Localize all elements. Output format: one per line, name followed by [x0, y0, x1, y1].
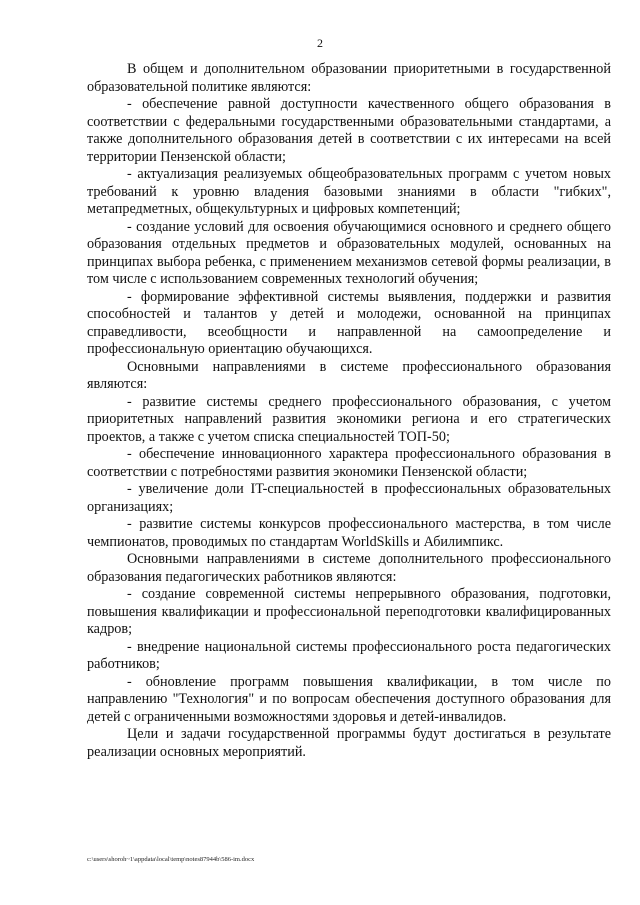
paragraph-program-renewal: - обновление программ повышения квалификации, в том числе по направлению "Технология" и по вопросам обеспечения доступного образования для детей с ограниченными возможностями здоровья и детей-инвалидов. [87, 673, 611, 725]
paragraph-national-growth-system: - внедрение национальной системы профессионального роста педагогических работников; [87, 638, 611, 672]
paragraph-continuous-education: - создание современной системы непрерывного образования, подготовки, повышения квалификации и профессиональной переподготовки квалифицированных кадров; [87, 586, 611, 637]
paragraph-talent-support: - формирование эффективной системы выявления, поддержки и развития способностей и талантов у детей и молодежи, основанной на принципах справедливости, всеобщности и направленной на самоопределение и профессиональную ориентацию обучающихся. [87, 288, 611, 357]
paragraph-intro-professional-education: Основными направлениями в системе профессионального образования являются: [87, 358, 611, 392]
document-body [87, 61, 611, 761]
paragraph-it-specialties: - увеличение доли IT-специальностей в профессиональных образовательных организациях; [87, 481, 611, 515]
file-path-footer: c:\users\shoroh~1\appdata\local\temp\notes87944b\586-im.docx [87, 856, 255, 863]
paragraph-competitions: - развитие системы конкурсов профессионального мастерства, в том числе чемпионатов, проводимых по стандартам WorldSkills и Абилимпикс. [87, 516, 611, 550]
paragraph-intro-general-education: В общем и дополнительном образовании приоритетными в государственной образовательной политике являются: [87, 61, 611, 95]
paragraph-program-update: - актуализация реализуемых общеобразовательных программ с учетом новых требований к уровню владения базовыми знаниями в области "гибких", метапредметных, общекультурных и цифровых компетенций; [87, 166, 611, 217]
paragraph-network-forms: - создание условий для освоения обучающимися основного и среднего общего образования отдельных предметов и образовательных модулей, основанных на принципах выбора ребенка, с применением механизмов сетевой формы реализации, в том числе с использованием современных технологий обучения; [87, 218, 611, 287]
page-number: 2 [317, 36, 323, 50]
paragraph-spo-development: - развитие системы среднего профессионального образования, с учетом приоритетных направлений развития экономики региона и его стратегических проектов, а также с учетом списка специальностей ТОП-50; [87, 393, 611, 445]
paragraph-intro-teacher-education: Основными направлениями в системе дополнительного профессионального образования педагогических работников являются: [87, 551, 611, 585]
paragraph-innovation: - обеспечение инновационного характера профессионального образования в соответствии с потребностями развития экономики Пензенской области; [87, 446, 611, 480]
paragraph-conclusion: Цели и задачи государственной программы будут достигаться в результате реализации основных мероприятий. [87, 726, 611, 760]
paragraph-equal-access: - обеспечение равной доступности качественного общего образования в соответствии с федеральными государственными образовательными стандартами, а также дополнительного образования детей в соответствии с их интересами на всей территории Пензенской области; [87, 96, 611, 165]
